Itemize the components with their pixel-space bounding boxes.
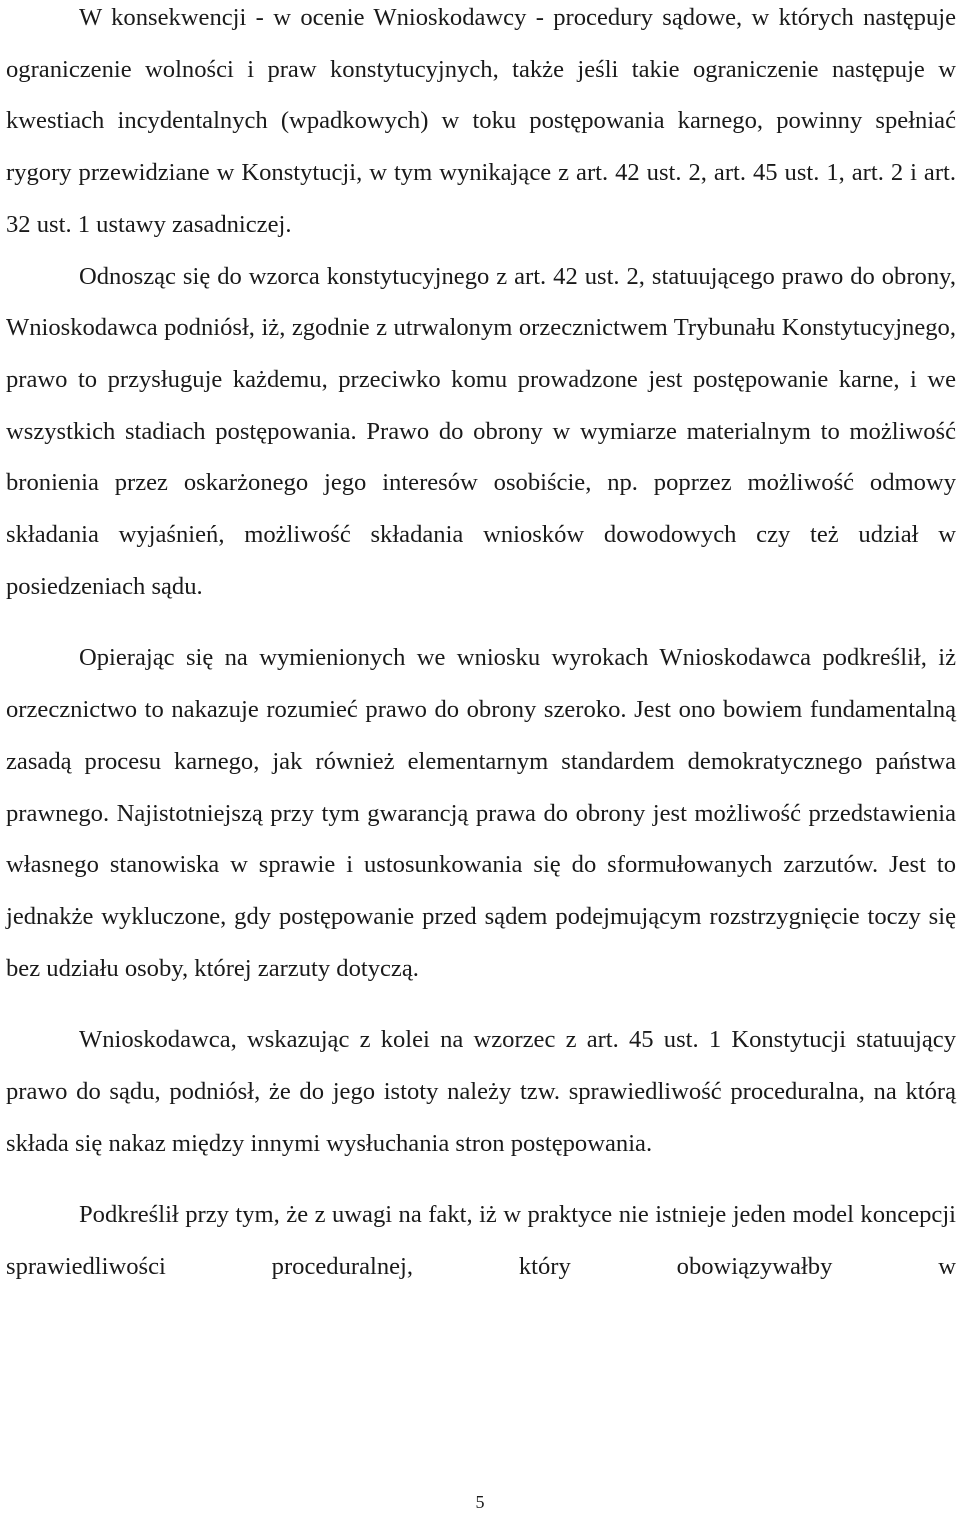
paragraph-2: Odnosząc się do wzorca konstytucyjnego z art. 42 ust. 2, statuującego prawo do obrony, Wnioskodawca podniósł, iż, zgodnie z utrwalonym orzecznictwem Trybunału Konstytucyjnego, prawo to przysługuje każdemu, przeciwko komu prowadzone jest postępowanie karne, i we wszystkich stadiach postępowania. Prawo do obrony w wymiarze materialnym to możliwość bronienia przez oskarżonego jego interesów osobiście, np. poprzez możliwość odmowy składania wyjaśnień, możliwość składania wniosków dowodowych czy też udział w posiedzeniach sądu. [6,262,956,600]
page-number: 5 [475,1492,485,1512]
paragraph-5: Podkreślił przy tym, że z uwagi na fakt, iż w praktyce nie istnieje jeden model koncepcji sprawiedliwości proceduralnej, który obowiązywałby w [6,1201,956,1281]
paragraph-3: Opierając się na wymienionych we wniosku wyrokach Wnioskodawca podkreślił, iż orzecznictwo to nakazuje rozumieć prawo do obrony szeroko. Jest ono bowiem fundamentalną zasadą procesu karnego, jak również elementarnym standardem demokratycznego państwa prawnego. Najistotniejszą przy tym gwarancją prawa do obrony jest możliwość przedstawienia własnego stanowiska w sprawie i ustosunkowania się do sformułowanych zarzutów. Jest to jednakże wykluczone, gdy postępowanie przed sądem podejmującym rozstrzygnięcie toczy się bez udziału osoby, której zarzuty dotyczą. [6,644,956,982]
paragraph-1: W konsekwencji - w ocenie Wnioskodawcy - procedury sądowe, w których następuje ograniczenie wolności i praw konstytucyjnych, także jeśli takie ograniczenie następuje w kwestiach incydentalnych (wpadkowych) w toku postępowania karnego, powinny spełniać rygory przewidziane w Konstytucji, w tym wynikające z art. 42 ust. 2, art. 45 ust. 1, art. 2 i art. 32 ust. 1 ustawy zasadniczej. [6,4,956,238]
document-page [6,0,956,1293]
paragraph-4: Wnioskodawca, wskazując z kolei na wzorzec z art. 45 ust. 1 Konstytucji statuujący prawo do sądu, podniósł, że do jego istoty należy tzw. sprawiedliwość proceduralna, na którą składa się nakaz między innymi wysłuchania stron postępowania. [6,1026,956,1157]
